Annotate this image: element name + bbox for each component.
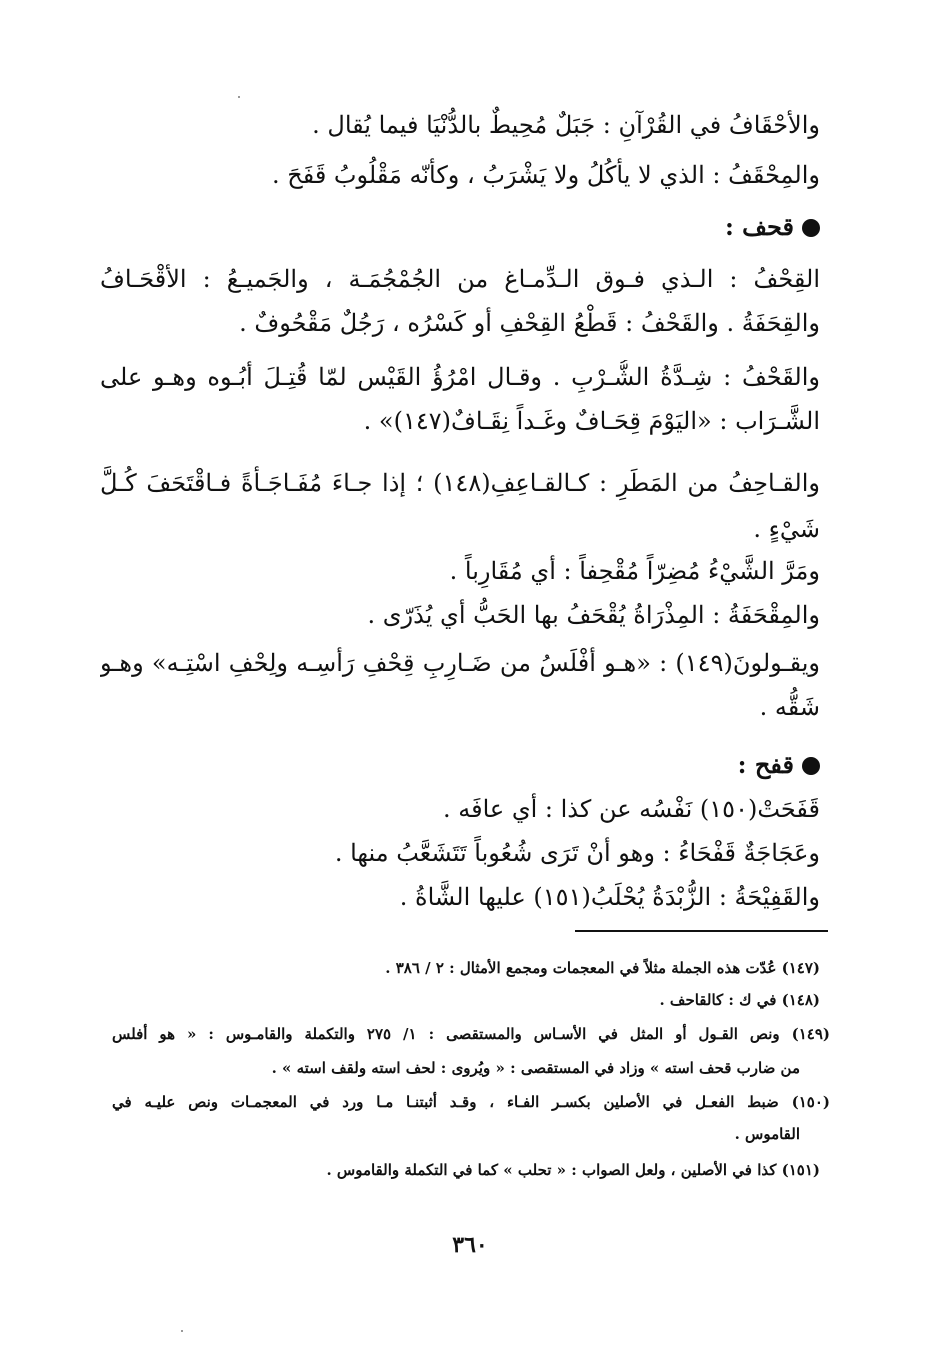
footnote-149-continued: من ضارب قحف استه » وزاد في المستقصى : « ويُروى : لحف استه ولقف استه » . <box>271 1059 800 1077</box>
section-heading-qafah <box>738 748 820 782</box>
footnote-147: (١٤٧) عُدّت هذه الجملة مثلاً في المعجمات ومجمع الأمثال : ٢ / ٣٨٦ . <box>385 959 820 977</box>
text-line: وعَجَاجَةٌ قَفْحَاءُ : وهو أنْ تَرَى شُعُوباً تَتَشَعَّبُ منها . <box>334 839 820 867</box>
footnote-separator <box>575 930 828 932</box>
bullet-icon <box>802 219 820 237</box>
text-line: القِحْفُ : الـذي فـوق الـدِّمـاغ من الجُمْجُمَـة ، والجَميـعُ : الأقْحَـافُ <box>100 265 820 293</box>
text-line: والمِحْقَفُ : الذي لا يأكُلُ ولا يَشْرَبُ ، وكأنّه مَقْلُوبُ قَفَحَ . <box>271 161 820 189</box>
text-line: والقَحْفُ : شِـدَّةُ الشُّـرْبِ . وقـال امْرُؤُ القَيْس لمّا قُتِـلَ أبُـوه وهـو على <box>100 363 820 391</box>
scan-speck <box>181 1330 183 1332</box>
section-heading-qahf <box>725 210 820 244</box>
text-line: والقَفِيْحَةُ : الزُّبْدَةُ يُحْلَبُ(١٥١) عليها الشَّاةُ . <box>399 883 820 911</box>
footnote-148: (١٤٨) في ك : كالقاحف . <box>659 991 820 1009</box>
footnote-150: (١٥٠) ضبط الفعـل في الأصلين بكسـر الفـاء ، وقـد أثبتنـا مـا ورد في المعجمـات ونص عليـه في <box>112 1093 830 1111</box>
text-line: ومَرَّ الشَّيْءُ مُضِرّاً مُقْحِفاً : أي مُقَارِباً . <box>449 557 820 585</box>
heading-text: قفح : <box>737 750 794 779</box>
text-line: شَيْءٍ . <box>753 515 820 543</box>
page-number: ٣٦٠ <box>452 1232 488 1258</box>
scan-speck <box>238 96 240 98</box>
bullet-icon <box>802 757 820 775</box>
text-line: والقِحَفَةُ . والقَحْفُ : قَطْعُ القِحْفِ أو كَسْرُه ، رَجُلٌ مَقْحُوفٌ . <box>239 309 820 337</box>
text-line: شَقُّه . <box>759 693 820 721</box>
text-line: والمِقْحَفَةُ : المِذْرَاةُ يُقْحَفُ بها الحَبُّ أي يُذَرّى . <box>367 601 820 629</box>
footnote-149: (١٤٩) ونص القـول أو المثل في الأسـاس والمستقصى : ١/ ٢٧٥ والتكملة والقامـوس : « هو أفلس <box>112 1025 830 1043</box>
text-line: الشَّـرَاب : «اليَوْمَ قِحَـافٌ وغَـداً نِقَـافٌ(١٤٧)» . <box>363 407 820 435</box>
footnote-150-continued: القاموس . <box>734 1125 800 1143</box>
footnote-151: (١٥١) كذا في الأصلين ، ولعل الصواب : « تحلب » كما في التكملة والقاموس . <box>326 1161 820 1179</box>
text-line: والأحْقَافُ في القُرْآنِ : جَبَلٌ مُحِيطٌ بالدُّنْيَا فيما يُقال . <box>312 111 820 139</box>
text-line: ويقـولونَ(١٤٩) : «هـو أفْلَسُ من ضَـارِبِ قِحْفِ رَأْسِـه ولِحْفِ اسْتِـه» وهـو <box>100 649 820 677</box>
text-line: والقـاحِفُ من المَطَرِ : كـالقـاعِفِ(١٤٨) ؛ إذا جـاءَ مُفَـاجَـأَةً فـاقْتَحَفَ كُـلَّ <box>100 469 820 497</box>
heading-text: قحف : <box>724 212 794 241</box>
text-line: قَفَحَتْ(١٥٠) نَفْسُه عن كذا : أي عافَه . <box>442 795 820 823</box>
